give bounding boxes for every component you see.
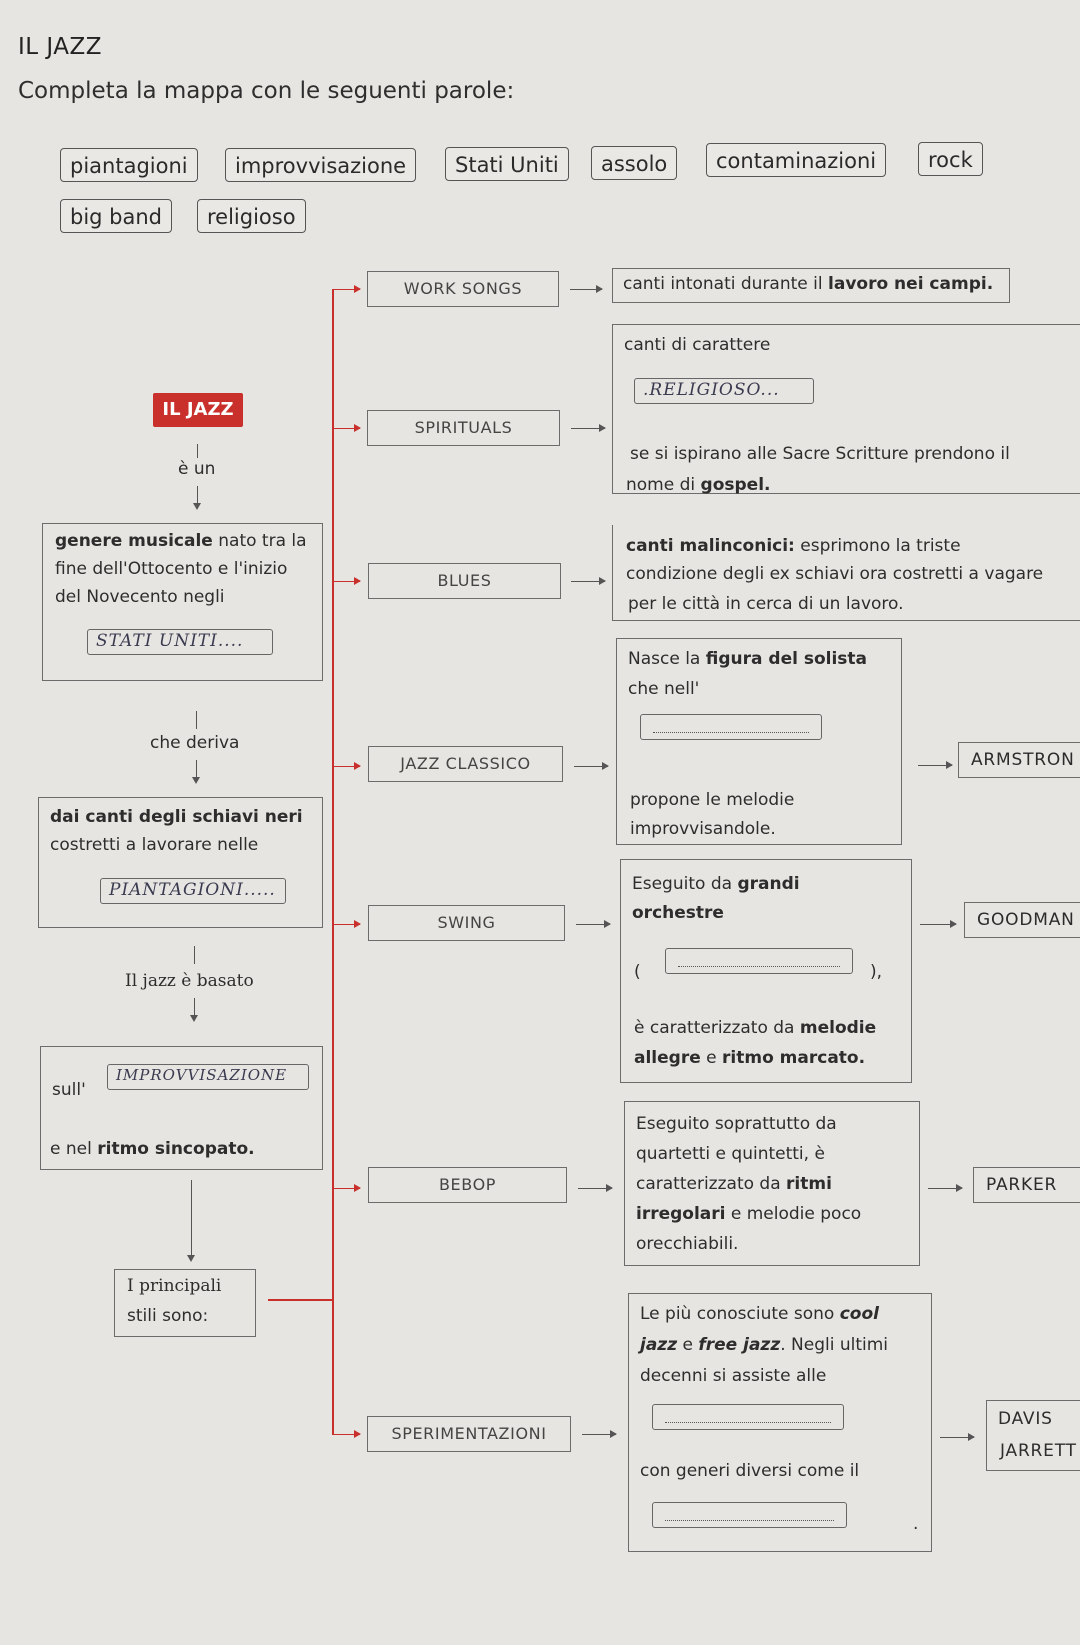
desc-swing-open: ( [634, 962, 641, 982]
desc-swing-2: orchestre [632, 903, 724, 923]
down-arrow [191, 1180, 192, 1260]
down-arrow [197, 486, 198, 508]
origin-text-2: costretti a lavorare nelle [50, 835, 259, 855]
desc-sper-2: jazz e free jazz. Negli ultimi [640, 1335, 889, 1355]
word-chip-piantagioni[interactable]: piantagioni [60, 148, 198, 182]
genre-text-1: genere musicale nato tra la [55, 531, 307, 551]
word-chip-contaminazioni[interactable]: contaminazioni [706, 143, 886, 177]
arrow-to-goodman [920, 924, 956, 925]
musician-davis: DAVIS [998, 1409, 1053, 1429]
connector-line [196, 711, 197, 729]
musician-goodman: GOODMAN [964, 902, 1080, 938]
arrow-swing [576, 924, 610, 925]
principali-text-2: stili sono: [127, 1306, 209, 1326]
branch-arrow-spirituals [333, 428, 360, 429]
desc-swing-4: è caratterizzato da melodie [634, 1018, 877, 1038]
desc-sper-4: con generi diversi come il [640, 1461, 860, 1481]
desc-blues-3: per le città in cerca di un lavoro. [628, 594, 904, 614]
answer-blank-religioso[interactable]: .RELIGIOSO... [634, 378, 814, 404]
desc-swing-5: allegre e ritmo marcato. [634, 1048, 866, 1068]
branch-arrow-blues [333, 581, 360, 582]
e-un-label: è un [178, 459, 216, 479]
desc-swing-1: Eseguito da grandi [632, 874, 800, 894]
based-text: e nel ritmo sincopato. [50, 1139, 255, 1159]
answer-blank-improvvisazione[interactable]: IMPROVVISAZIONE [107, 1064, 309, 1090]
style-work-songs: WORK SONGS [367, 271, 559, 307]
genre-text-2: fine dell'Ottocento e l'inizio [55, 559, 288, 579]
desc-bebop-5: orecchiabili. [636, 1234, 739, 1254]
principali-text-1: I principali [127, 1276, 222, 1296]
musician-parker: PARKER [973, 1167, 1080, 1203]
style-bebop: BEBOP [368, 1167, 567, 1203]
desc-classico-4: improvvisandole. [630, 819, 776, 839]
jazz-badge: IL JAZZ [153, 393, 243, 427]
arrow-jazz-classico [574, 766, 608, 767]
style-sperimentazioni: SPERIMENTAZIONI [367, 1416, 571, 1452]
desc-sper-3: decenni si assiste alle [640, 1366, 827, 1386]
word-chip-improvvisazione[interactable]: improvvisazione [225, 148, 416, 182]
map-trunk-line [332, 289, 334, 1435]
desc-bebop-1: Eseguito soprattutto da [636, 1114, 837, 1134]
musician-jarrett: JARRETT [1000, 1441, 1077, 1461]
basato-label: Il jazz è basato [125, 971, 254, 991]
genre-text-3: del Novecento negli [55, 587, 225, 607]
branch-arrow-jazz-classico [333, 766, 360, 767]
desc-sper-dot: . [913, 1514, 919, 1534]
style-swing: SWING [368, 905, 565, 941]
desc-blues-2: condizione degli ex schiavi ora costretti a vagare [626, 564, 1044, 584]
arrow-to-armstrong [918, 765, 952, 766]
word-chip-stati-uniti[interactable]: Stati Uniti [445, 147, 569, 181]
word-chip-assolo[interactable]: assolo [591, 146, 677, 180]
page-title: IL JAZZ [18, 34, 103, 60]
musician-armstrong: ARMSTRON [958, 742, 1080, 778]
down-arrow [194, 998, 195, 1020]
style-blues: BLUES [368, 563, 561, 599]
desc-work-songs: canti intonati durante il lavoro nei campi. [623, 274, 994, 294]
answer-blank-stati-uniti[interactable]: STATI UNITI.... [87, 629, 273, 655]
style-jazz-classico: JAZZ CLASSICO [368, 746, 563, 782]
arrow-work-songs [570, 289, 602, 290]
arrow-to-davis [940, 1437, 974, 1438]
answer-blank-rock[interactable] [652, 1502, 847, 1528]
desc-classico-3: propone le melodie [630, 790, 795, 810]
branch-arrow-work-songs [333, 289, 360, 290]
desc-blues-1: canti malinconici: esprimono la triste [626, 536, 961, 556]
branch-arrow-sperimentazioni [333, 1434, 360, 1435]
answer-blank-contaminazioni[interactable] [652, 1404, 844, 1430]
che-deriva-label: che deriva [150, 733, 240, 753]
answer-blank-assolo[interactable] [640, 714, 822, 740]
word-chip-religioso[interactable]: religioso [197, 199, 306, 233]
answer-blank-big-band[interactable] [665, 948, 853, 974]
arrow-spirituals [571, 428, 605, 429]
down-arrow [196, 760, 197, 782]
desc-classico-1: Nasce la figura del solista [628, 649, 868, 669]
desc-bebop-4: irregolari e melodie poco [636, 1204, 862, 1224]
based-sull: sull' [52, 1080, 86, 1100]
branch-arrow-swing [333, 924, 360, 925]
style-spirituals: SPIRITUALS [367, 410, 560, 446]
desc-spirituals-1: canti di carattere [624, 335, 771, 355]
connector-line [194, 946, 195, 964]
desc-classico-2: che nell' [628, 679, 700, 699]
word-chip-rock[interactable]: rock [918, 142, 983, 176]
desc-spirituals-3: nome di gospel. [626, 475, 771, 495]
arrow-blues [571, 581, 605, 582]
principali-connector [268, 1299, 333, 1301]
arrow-sperimentazioni [582, 1434, 616, 1435]
desc-bebop-2: quartetti e quintetti, è [636, 1144, 825, 1164]
origin-text-1: dai canti degli schiavi neri [50, 807, 303, 827]
desc-swing-close: ), [870, 962, 883, 982]
desc-bebop-3: caratterizzato da ritmi [636, 1174, 832, 1194]
arrow-to-parker [928, 1188, 962, 1189]
word-chip-big-band[interactable]: big band [60, 199, 172, 233]
answer-blank-piantagioni[interactable]: PIANTAGIONI..... [100, 878, 286, 904]
desc-sper-1: Le più conosciute sono cool [640, 1304, 879, 1324]
instruction-text: Completa la mappa con le seguenti parole: [18, 78, 515, 104]
branch-arrow-bebop [333, 1188, 360, 1189]
desc-spirituals-2: se si ispirano alle Sacre Scritture prendono il [630, 444, 1010, 464]
arrow-bebop [578, 1188, 612, 1189]
